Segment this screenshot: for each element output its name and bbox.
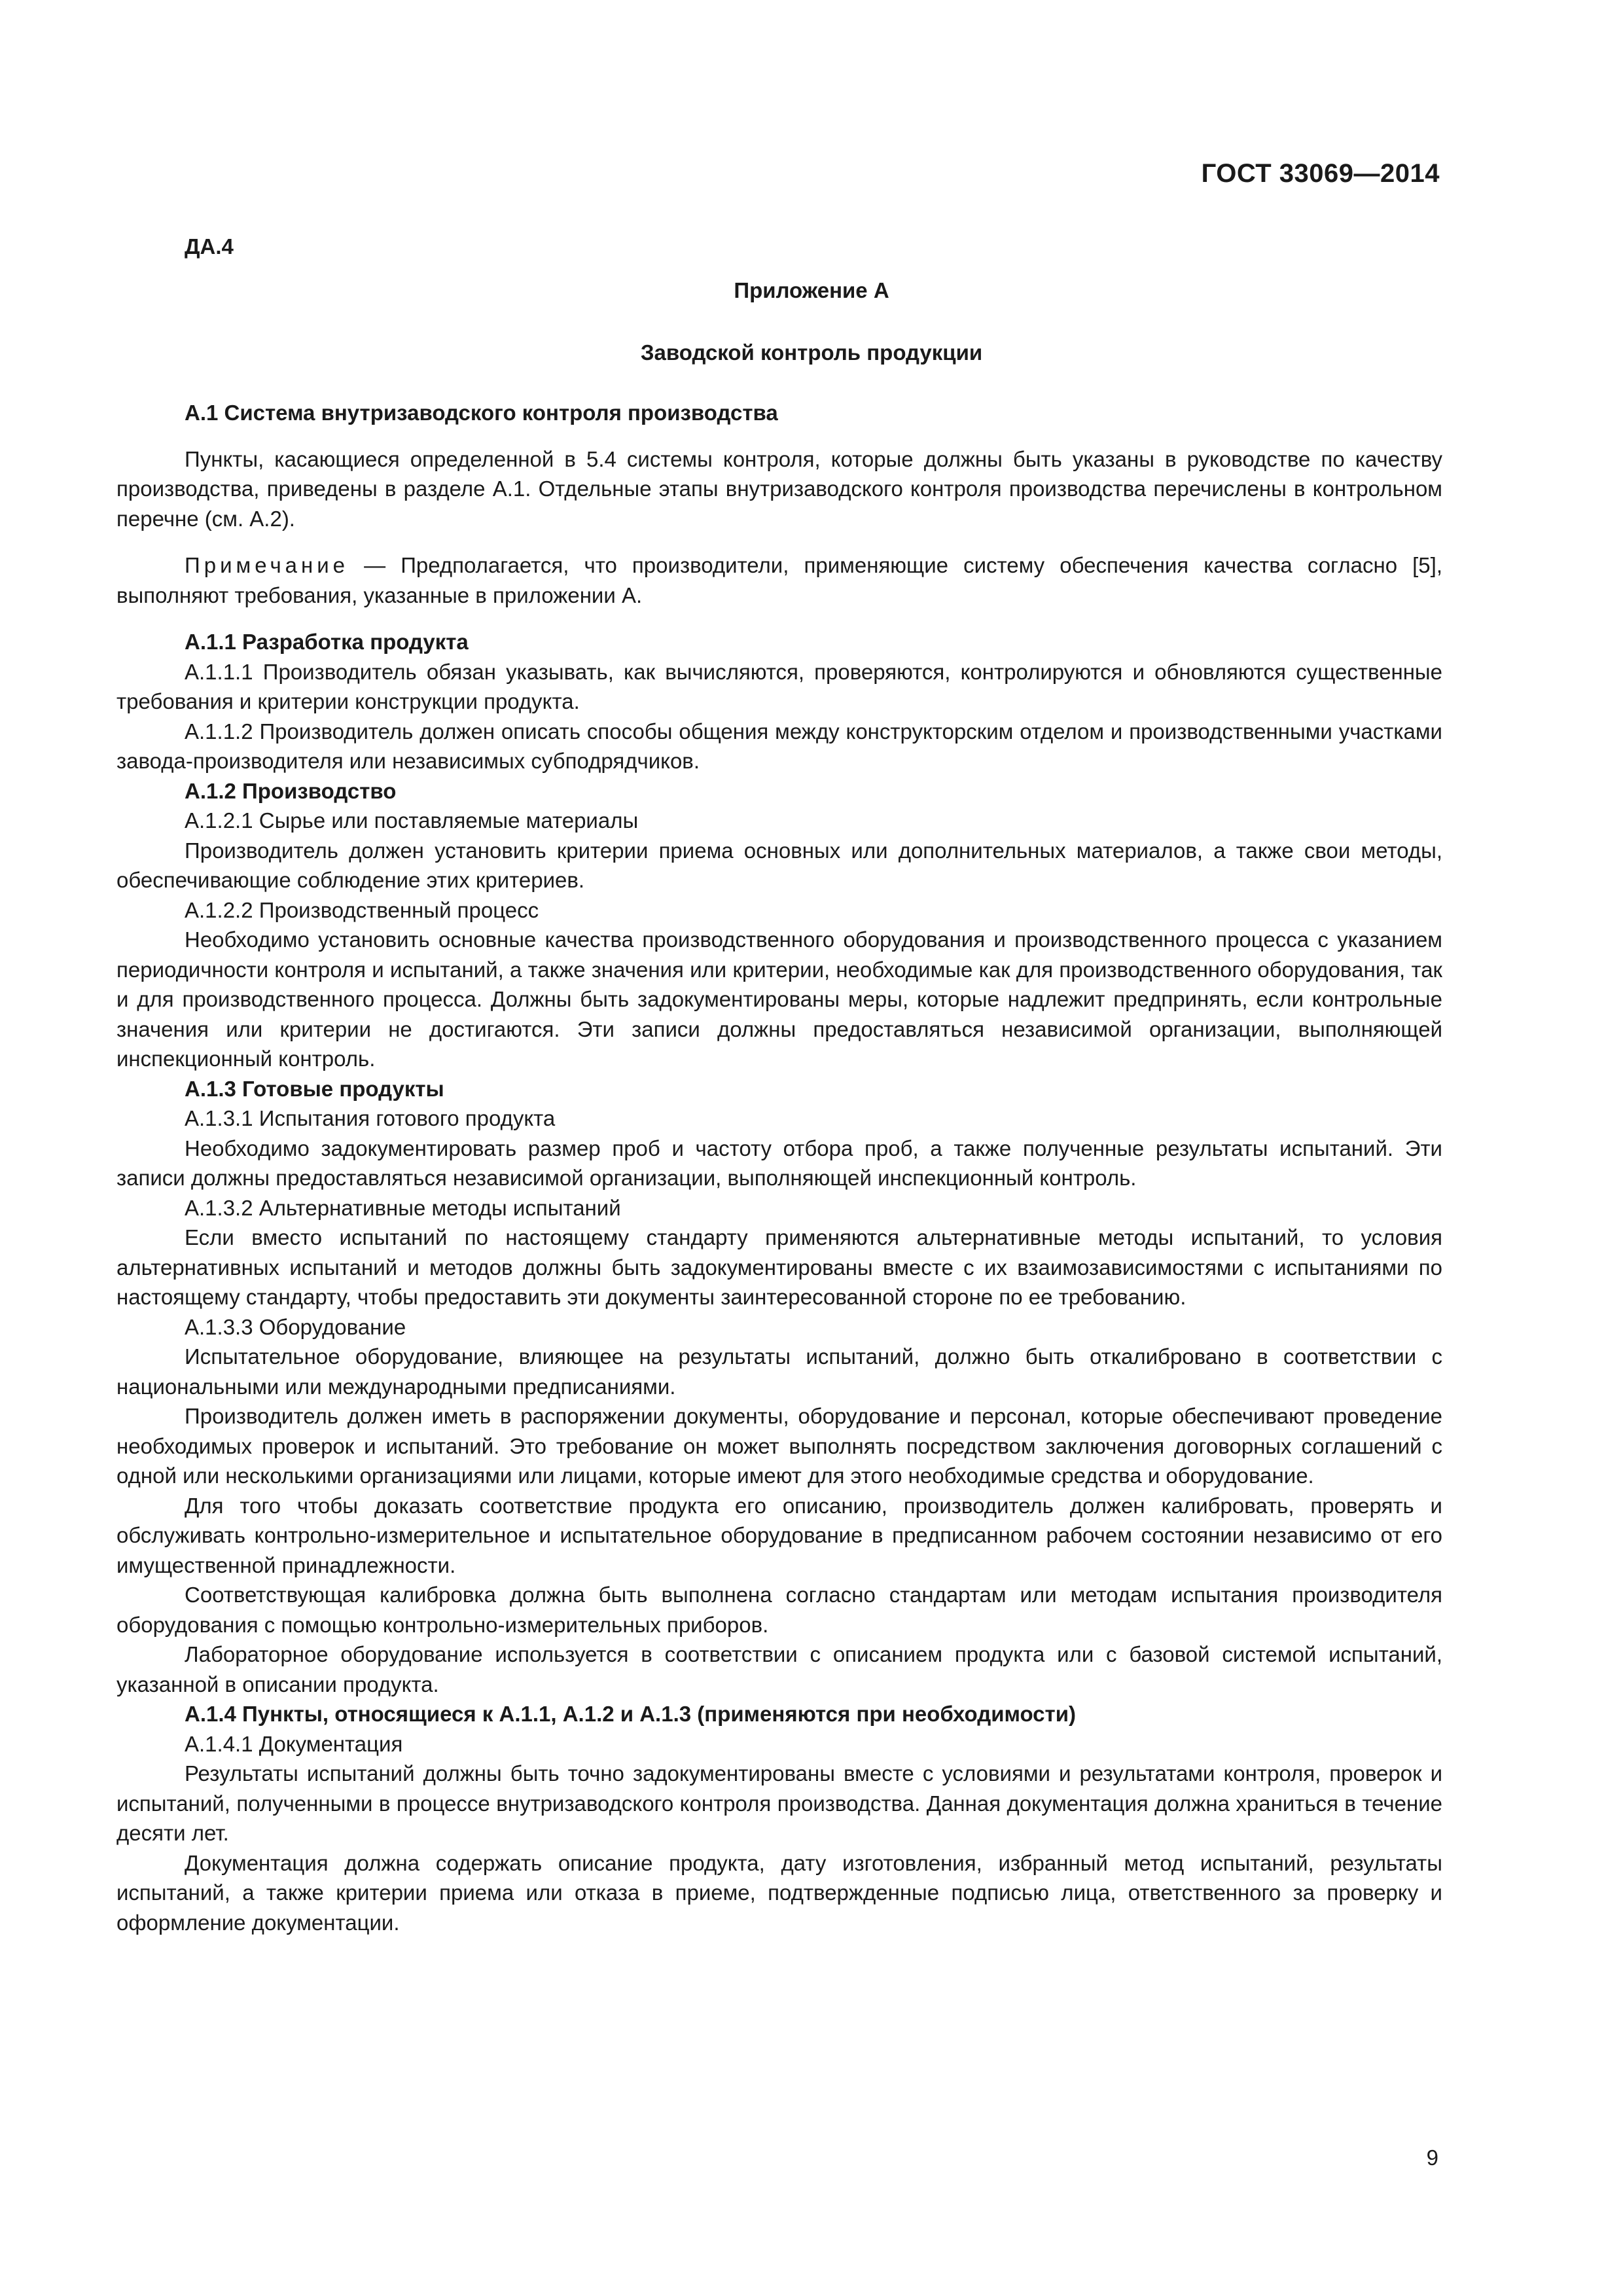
paragraph-a1-2-1: Производитель должен установить критерии приема основных или дополнительных материалов, а также свои методы, обеспечивающие соблюдение этих критериев. [116, 838, 1442, 892]
paragraph-a1-3-3-3: Для того чтобы доказать соответствие продукта его описанию, производитель должен калибровать, проверять и обслуживать контрольно-измерительное и испытательное оборудование в предписанном рабочем состоянии независимо от его имущественной принадлежности. [116, 1493, 1442, 1577]
paragraph-a1-3-1: Необходимо задокументировать размер проб и частоту отбора проб, а также полученные результаты испытаний. Эти записи должны предоставляться независимой организации, выполняющей инспекционный контроль. [116, 1136, 1442, 1190]
section-label: ДА.4 [185, 234, 234, 259]
heading-a1-2: А.1.2 Производство [185, 778, 397, 803]
heading-a1-3: А.1.3 Готовые продукты [185, 1076, 444, 1101]
note-paragraph [116, 550, 1442, 610]
document-body [116, 398, 1442, 1937]
note-text: — Предполагается, что производители, применяющие систему обеспечения качества согласно [5], выполняют требования, указанные в приложении А. [116, 553, 1442, 607]
subheading-a1-4-1: А.1.4.1 Документация [185, 1731, 403, 1756]
paragraph-a1-3-3-1: Испытательное оборудование, влияющее на результаты испытаний, должно быть откалибровано в соответствии с национальными или международными предписаниями. [116, 1344, 1442, 1399]
heading-a1-4: А.1.4 Пункты, относящиеся к А.1.1, А.1.2 и А.1.3 (применяются при необходимости) [185, 1702, 1076, 1726]
annex-title: Приложение А [734, 278, 889, 302]
document-code: ГОСТ 33069—2014 [1201, 159, 1440, 188]
paragraph-a1-4-1-2: Документация должна содержать описание продукта, дату изготовления, избранный метод испытаний, результаты испытаний, а также критерии приема или отказа в приеме, подтвержденные подписью лица, ответственного за проверку и оформление документации. [116, 1850, 1442, 1935]
paragraph-a1-2-2: Необходимо установить основные качества производственного оборудования и производственного процесса с указанием периодичности контроля и испытаний, а также значения или критерии, необходимые как для производственного оборудования, так и для производственного процесса. Должны быть задокументированы меры, которые надлежит предпринять, если контрольные значения или критерии не достигаются. Эти записи должны предоставляться независимой организации, выполняющей инспекционный контроль. [116, 927, 1442, 1071]
paragraph-a1-3-3-5: Лабораторное оборудование используется в соответствии с описанием продукта или с базовой системой испытаний, указанной в описании продукта. [116, 1642, 1442, 1696]
paragraph-a1-intro: Пункты, касающиеся определенной в 5.4 системы контроля, которые должны быть указаны в руководстве по качеству производства, приведены в разделе А.1. Отдельные этапы внутризаводского контроля производства перечислены в контрольном перечне (см. А.2). [116, 446, 1442, 531]
subheading-a1-3-1: А.1.3.1 Испытания готового продукта [185, 1106, 556, 1130]
note-label: Примечание [185, 553, 349, 577]
paragraph-a1-4-1-1: Результаты испытаний должны быть точно задокументированы вместе с условиями и результатами контроля, проверок и испытаний, полученными в процессе внутризаводского контроля производства. Данная документация должна храниться в течение десяти лет. [116, 1761, 1442, 1845]
paragraph-a1-3-3-4: Соответствующая калибровка должна быть выполнена согласно стандартам или методам испытания производителя оборудования с помощью контрольно-измерительных приборов. [116, 1583, 1442, 1637]
subheading-a1-3-3: А.1.3.3 Оборудование [185, 1314, 406, 1339]
page-number: 9 [1426, 2145, 1438, 2170]
subheading-a1-2-1: А.1.2.1 Сырье или поставляемые материалы [185, 808, 639, 833]
paragraph-a1-3-3-2: Производитель должен иметь в распоряжении документы, оборудование и персонал, которые обеспечивают проведение необходимых проверок и испытаний. Это требование он может выполнять посредством заключения договорных соглашений с одной или несколькими организациями или лицами, которые имеют для этого необходимые средства и оборудование. [116, 1404, 1442, 1488]
annex-subtitle: Заводской контроль продукции [640, 340, 983, 365]
subheading-a1-2-2: А.1.2.2 Производственный процесс [185, 897, 539, 922]
subheading-a1-3-2: А.1.3.2 Альтернативные методы испытаний [185, 1195, 621, 1220]
paragraph-a1-1-1: А.1.1.1 Производитель обязан указывать, как вычисляются, проверяются, контролируются и обновляются существенные требования и критерии конструкции продукта. [116, 659, 1442, 713]
heading-a1-1: А.1.1 Разработка продукта [185, 630, 469, 654]
heading-a1: А.1 Система внутризаводского контроля производства [185, 401, 778, 425]
paragraph-a1-1-2: А.1.1.2 Производитель должен описать способы общения между конструкторским отделом и производственными участками завода-производителя или независимых субподрядчиков. [116, 719, 1442, 773]
paragraph-a1-3-2: Если вместо испытаний по настоящему стандарту применяются альтернативные методы испытаний, то условия альтернативных испытаний и методов должны быть задокументированы вместе с их взаимозависимостями с испытаниями по настоящему стандарту, чтобы предоставить эти документы заинтересованной стороне по ее требованию. [116, 1225, 1442, 1309]
